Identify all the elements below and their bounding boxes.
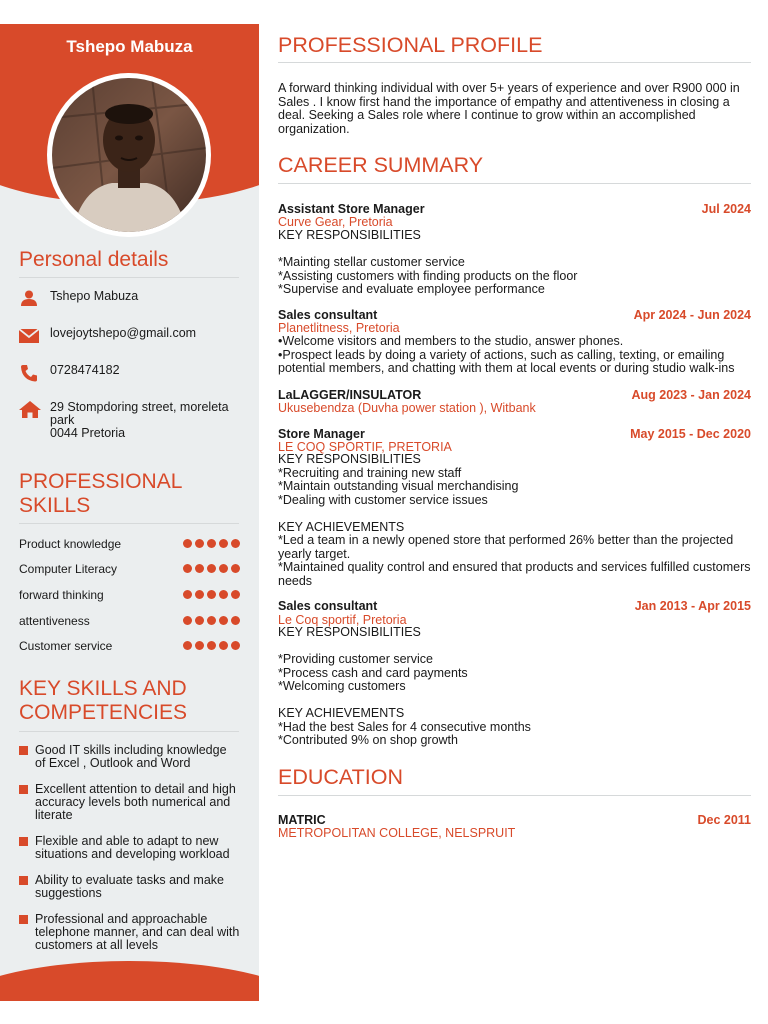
career-heading: CAREER SUMMARY (278, 153, 484, 177)
email-icon (19, 327, 39, 343)
job-title: Sales consultant (278, 599, 378, 613)
job-date: Jul 2024 (701, 202, 751, 216)
skill-rating (183, 616, 240, 625)
job-description: KEY RESPONSIBILITIES *Recruiting and training new staff *Maintain outstanding visual merchandising *Dealing with customer service issues KEY ACHIEVEMENTS *Led a team in a newly opened store that performed 26% better than the projected yearly target. *Maintained quality control and ensured that products and services fulfilled customers needs (278, 452, 751, 588)
divider (19, 523, 239, 524)
job-title: Store Manager (278, 427, 365, 441)
skill-label: Computer Literacy (19, 562, 118, 576)
skill-rating (183, 539, 240, 548)
job-description: •Welcome visitors and members to the studio, answer phones. •Prospect leads by doing a variety of actions, such as calling, texting, or emailing potential members, and chatting with them at local events or during studio walk-ins (278, 334, 735, 375)
bullet-square-icon (19, 746, 28, 755)
job-date: Apr 2024 - Jun 2024 (633, 308, 751, 322)
skill-row (19, 537, 240, 551)
divider (278, 62, 751, 63)
bullet-square-icon (19, 876, 28, 885)
avatar-frame (47, 73, 211, 237)
profile-heading: PROFESSIONAL PROFILE (278, 33, 543, 57)
job-description: KEY RESPONSIBILITIES *Mainting stellar customer service *Assisting customers with finding products on the floor *Supervise and evaluate employee performance (278, 228, 578, 296)
education-institution: METROPOLITAN COLLEGE, NELSPRUIT (278, 826, 516, 840)
education-title: MATRIC (278, 813, 326, 827)
key-skills-heading: KEY SKILLS AND COMPETENCIES (19, 677, 188, 724)
job-organization: Ukusebendza (Duvha power station ), Witbank (278, 401, 536, 415)
personal-name: Tshepo Mabuza (50, 289, 139, 303)
skill-rating (183, 641, 240, 650)
phone-icon (19, 364, 39, 380)
person-icon (19, 290, 39, 306)
personal-details-heading: Personal details (19, 248, 169, 271)
personal-address (50, 401, 245, 440)
skill-label: Product knowledge (19, 537, 122, 551)
skill-row (19, 588, 240, 602)
job-title: Sales consultant (278, 308, 378, 322)
job-date: Jan 2013 - Apr 2015 (634, 599, 751, 613)
divider (278, 795, 751, 796)
job-organization: Le Coq sportif, Pretoria (278, 613, 407, 627)
candidate-name: Tshepo Mabuza (66, 37, 193, 56)
profile-text: A forward thinking individual with over 5+ years of experience and over R900 000 in Sales . I know first hand the importance of empathy and attentiveness in closing a deal. Seeking a Sales role where I continue to grow within an accomplished organization. (278, 81, 740, 136)
bullet-square-icon (19, 915, 28, 924)
address-line-1: 29 Stompdoring street, moreleta park (50, 400, 229, 427)
sidebar-footer-curve (0, 961, 259, 1001)
divider (278, 183, 751, 184)
job-organization: Planetlitness, Pretoria (278, 321, 400, 335)
skill-label: attentiveness (19, 614, 90, 628)
personal-email[interactable]: lovejoytshepo@gmail.com (50, 326, 197, 340)
job-date: May 2015 - Dec 2020 (630, 427, 751, 441)
home-icon (19, 401, 39, 417)
education-heading: EDUCATION (278, 765, 404, 789)
skill-row (19, 639, 240, 653)
job-organization: Curve Gear, Pretoria (278, 215, 393, 229)
bullet-square-icon (19, 785, 28, 794)
skill-label: forward thinking (19, 588, 104, 602)
personal-phone[interactable]: 0728474182 (50, 363, 120, 377)
divider (19, 731, 239, 732)
professional-skills-heading: PROFESSIONAL SKILLS (19, 470, 182, 517)
avatar (52, 78, 206, 232)
skill-label: Customer service (19, 639, 113, 653)
skill-row (19, 614, 240, 628)
job-title: LaLAGGER/INSULATOR (278, 388, 422, 402)
education-date: Dec 2011 (697, 813, 751, 827)
divider (19, 277, 239, 278)
skill-rating (183, 590, 240, 599)
bullet-square-icon (19, 837, 28, 846)
address-line-2: 0044 Pretoria (50, 426, 126, 440)
job-date: Aug 2023 - Jan 2024 (631, 388, 751, 402)
skill-rating (183, 564, 240, 573)
job-description: KEY RESPONSIBILITIES *Providing customer service *Process cash and card payments *Welcoming customers KEY ACHIEVEMENTS *Had the best Sales for 4 consecutive months *Contributed 9% on shop growth (278, 625, 531, 747)
skill-row (19, 562, 240, 576)
job-organization: LE COQ SPORTIF, PRETORIA (278, 440, 452, 454)
job-title: Assistant Store Manager (278, 202, 425, 216)
